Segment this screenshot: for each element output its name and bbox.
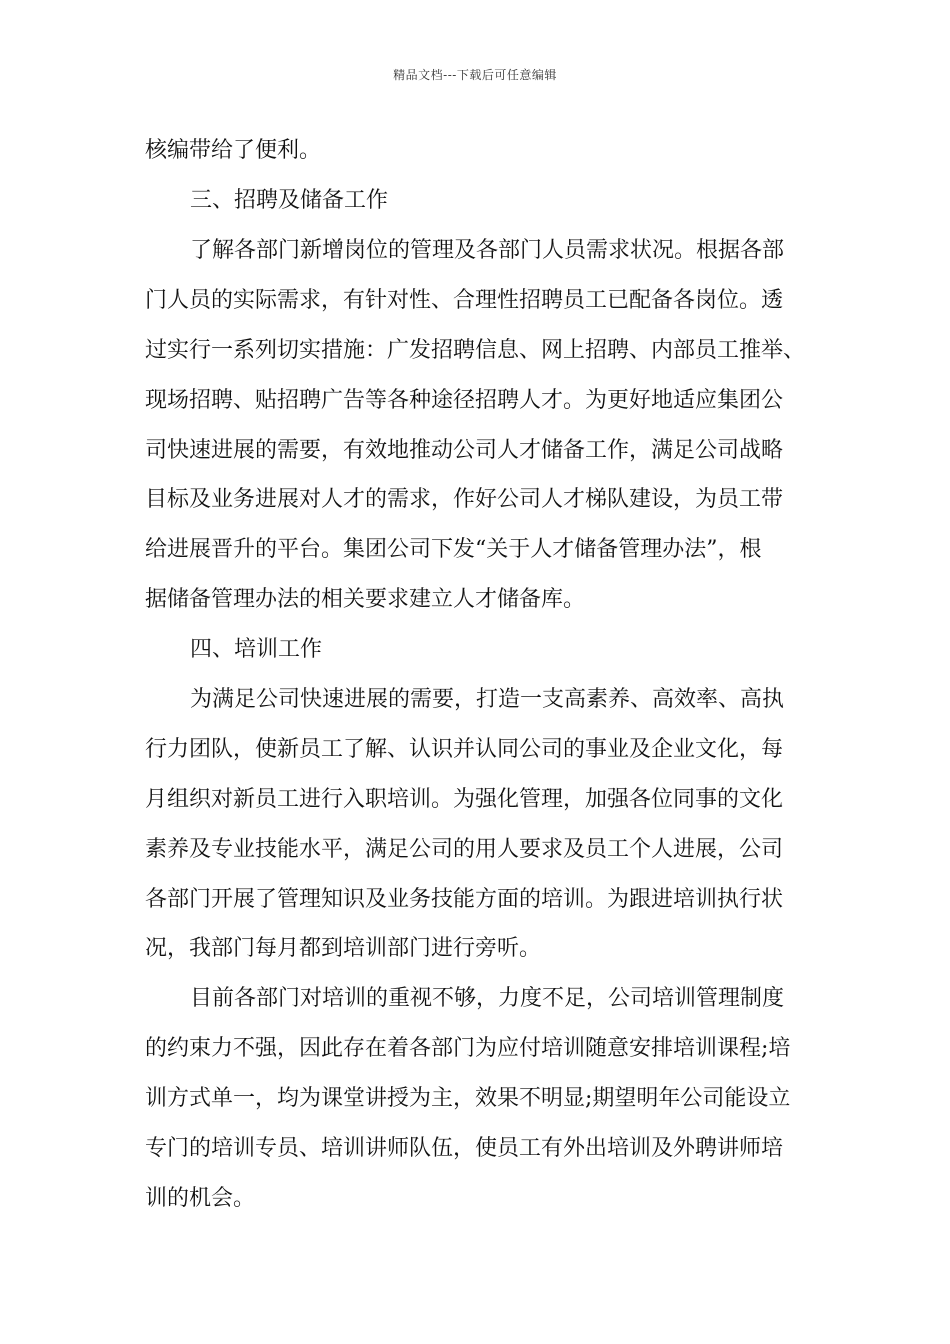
- text-line: 过实行一系列切实措施：广发招聘信息、网上招聘、内部员工推举、: [145, 338, 806, 363]
- text-line: 况，我部门每月都到培训部门进行旁听。: [145, 936, 542, 961]
- text-line: 行力团队，使新员工了解、认识并认同公司的事业及企业文化，每: [145, 737, 784, 762]
- text-line: 的约束力不强，因此存在着各部门为应付培训随意安排培训课程;培: [145, 1036, 791, 1061]
- text-line: 核编带给了便利。: [145, 138, 322, 163]
- text-line: 训方式单一，均为课堂讲授为主，效果不明显;期望明年公司能设立: [145, 1086, 791, 1111]
- text-line: 各部门开展了管理知识及业务技能方面的培训。为跟进培训执行状: [145, 887, 784, 912]
- page-header: 精品文档---下载后可任意编辑: [393, 68, 557, 82]
- text-line: 门人员的实际需求，有针对性、合理性招聘员工已配备各岗位。透: [145, 288, 784, 313]
- text-line: 训的机会。: [145, 1186, 256, 1211]
- text-line: 为满足公司快速进展的需要，打造一支高素养、高效率、高执: [190, 687, 785, 712]
- text-line: 目前各部门对培训的重视不够，力度不足，公司培训管理制度: [190, 986, 785, 1011]
- text-line: 素养及专业技能水平，满足公司的用人要求及员工个人进展，公司: [145, 837, 784, 862]
- text-line: 了解各部门新增岗位的管理及各部门人员需求状况。根据各部: [190, 238, 785, 263]
- text-line: 目标及业务进展对人才的需求，作好公司人才梯队建设，为员工带: [145, 487, 784, 512]
- text-line: 现场招聘、贴招聘广告等各种途径招聘人才。为更好地适应集团公: [145, 388, 784, 413]
- text-line: 专门的培训专员、培训讲师队伍，使员工有外出培训及外聘讲师培: [145, 1136, 784, 1161]
- text-line: 给进展晋升的平台。集团公司下发“关于人才储备管理办法”，根: [145, 537, 762, 562]
- text-line: 据储备管理办法的相关要求建立人才储备库。: [145, 587, 586, 612]
- section-heading-recruitment: 三、招聘及储备工作: [190, 188, 389, 213]
- text-line: 司快速进展的需要，有效地推动公司人才储备工作，满足公司战略: [145, 438, 784, 463]
- text-line: 月组织对新员工进行入职培训。为强化管理，加强各位同事的文化: [145, 787, 784, 812]
- section-heading-training: 四、培训工作: [190, 637, 323, 662]
